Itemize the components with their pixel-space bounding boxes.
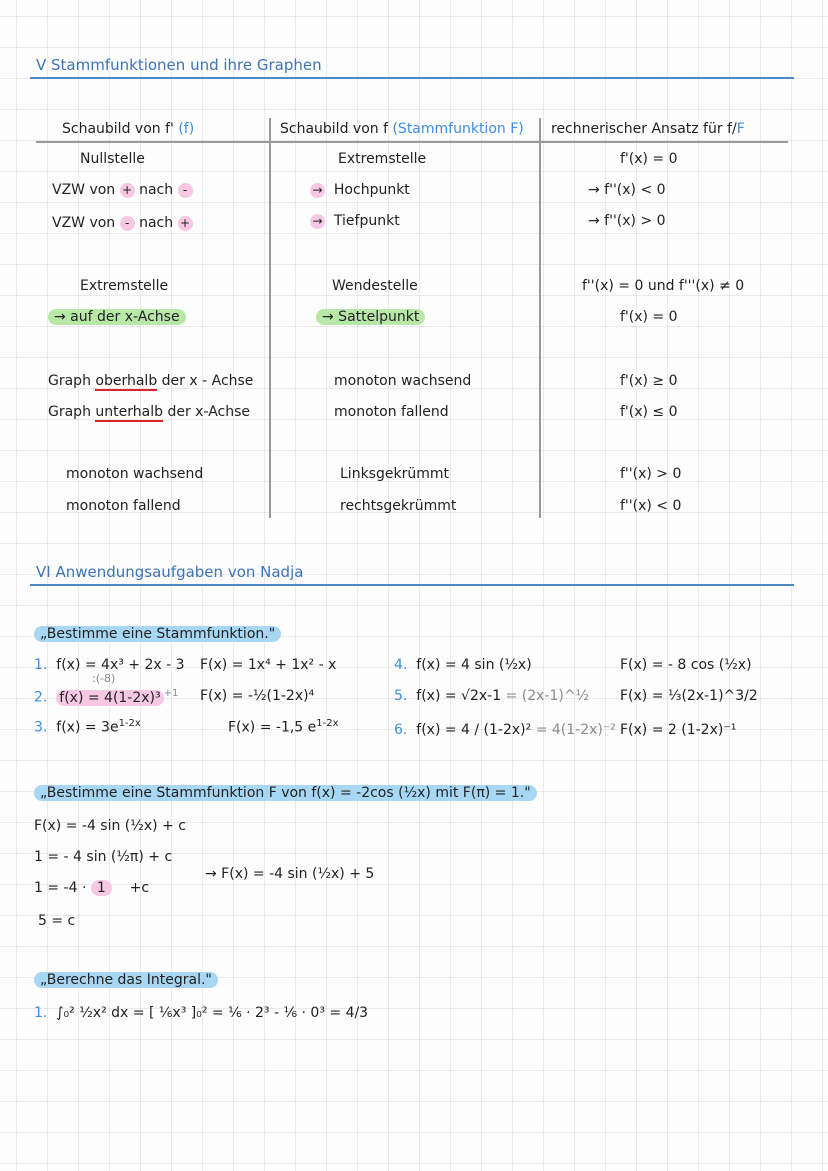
cell-b-tiefpunkt [310,213,400,229]
task-3-highlight: „Berechne das Integral." [34,972,218,988]
cell-a-monoton-fallend: monoton fallend [66,498,181,514]
item-1-f: f(x) = 4x³ + 2x - 3 [56,657,185,673]
arrow-right-icon: → [310,214,325,229]
tiefpunkt-label: Tiefpunkt [333,213,400,229]
task-2-step-3 [34,880,149,896]
task-3-heading [34,972,218,988]
task-1-highlight: „Bestimme eine Stammfunktion." [34,626,281,642]
oberhalb-underlined: oberhalb [95,373,158,389]
sign-plus-dot: + [120,183,135,198]
item-1-number: 1. [34,657,48,673]
x-achse-text: der x-Achse [167,404,250,420]
col-header-1-text: Schaubild von f' [62,121,174,137]
item-3-F-exponent: 1-2x [316,718,339,729]
item-6-number: 6. [394,722,408,738]
item-5-hint: = (2x-1)^½ [505,688,590,704]
item-4-F: F(x) = - 8 cos (½x) [620,657,752,673]
cell-a-x-achse [48,309,186,325]
item-6-f: f(x) = 4 / (1-2x)² [416,722,532,738]
section-6-title: VI Anwendungsaufgaben von Nadja [36,563,304,581]
x-achse-highlight: → auf der x-Achse [48,309,186,325]
vzw-nach: nach [139,182,174,198]
cell-c-wendestelle-cond: f''(x) = 0 und f'''(x) ≠ 0 [582,278,745,294]
cell-b-hochpunkt [310,182,410,198]
table-divider-2 [539,118,541,518]
item-2-extra: +1 [163,688,179,699]
cell-b-wendestelle: Wendestelle [332,278,418,294]
cell-c-fdoubleprime-neg: → f''(x) < 0 [588,182,666,198]
cell-c-fdoubleprime-neg-2: f''(x) < 0 [620,498,682,514]
cell-a-extremstelle: Extremstelle [80,278,169,294]
cell-b-monoton-wachsend: monoton wachsend [334,373,472,389]
task-2-result: → F(x) = -4 sin (½x) + 5 [205,866,375,882]
hochpunkt-label: Hochpunkt [333,182,410,198]
item-5-f: f(x) = √2x-1 [416,688,502,704]
cell-a-monoton-wachsend: monoton wachsend [66,466,204,482]
x-achse-text: der x - Achse [161,373,254,389]
col-header-1-suffix: (f) [178,121,195,137]
table-divider-1 [269,118,271,518]
cell-c-fprime-leq: f'(x) ≤ 0 [620,404,678,420]
cell-a-vzw-minus-plus [52,215,193,231]
integral-number: 1. [34,1005,48,1021]
cell-c-fprime-zero: f'(x) = 0 [620,151,678,167]
item-3-F [228,718,339,736]
cell-c-fprime-geq: f'(x) ≥ 0 [620,373,678,389]
task-2-step-4: 5 = c [38,913,76,929]
cell-c-fdoubleprime-pos-2: f''(x) > 0 [620,466,682,482]
col-header-3-suffix: F [736,121,745,137]
section-6-rule [30,584,794,586]
item-4-number: 4. [394,657,408,673]
cell-a-vzw-plus-minus [52,182,193,198]
item-4 [394,657,532,673]
vzw-prefix: VZW von [52,182,116,198]
cell-b-extremstelle: Extremstelle [338,151,427,167]
vzw-prefix: VZW von [52,215,116,231]
col-header-2 [280,121,524,137]
item-5 [394,688,589,704]
col-header-2-text: Schaubild von f [280,121,389,137]
arrow-right-icon: → [310,183,325,198]
cell-b-linksgekruemmt: Linksgekrümmt [340,466,449,482]
item-4-f: f(x) = 4 sin (½x) [416,657,532,673]
task-2-step-2: 1 = - 4 sin (½π) + c [34,849,173,865]
item-2 [34,688,178,706]
item-3-F-base: F(x) = -1,5 e [228,719,317,736]
cell-a-nullstelle: Nullstelle [80,151,145,167]
col-header-3 [551,121,745,137]
item-2-f: f(x) = 4(1-2x)³ [56,690,163,706]
cell-b-monoton-fallend: monoton fallend [334,404,449,420]
task-1-heading [34,626,281,642]
graph-word: Graph [48,373,91,389]
cell-c-fdoubleprime-pos: → f''(x) > 0 [588,213,666,229]
item-3 [34,718,141,736]
col-header-1 [62,121,194,137]
sign-minus-dot: - [120,216,135,231]
item-2-note: :(-8) [92,672,116,685]
unterhalb-underlined: unterhalb [95,404,163,420]
sattelpunkt-highlight: → Sattelpunkt [316,309,425,325]
sign-minus-dot: - [178,183,193,198]
task-2-highlight: „Bestimme eine Stammfunktion F von f(x) = -2cos (½x) mit F(π) = 1." [34,785,537,801]
cell-b-rechtsgekruemmt: rechtsgekrümmt [340,498,457,514]
col-header-2-suffix: (Stammfunktion F) [392,121,524,137]
cell-a-oberhalb [48,373,253,389]
item-3-f: f(x) = 3e [56,719,119,736]
item-3-f-exponent: 1-2x [118,718,141,729]
item-5-F: F(x) = ⅓(2x-1)^3/2 [620,688,758,704]
integral-line [34,1005,368,1021]
cell-a-unterhalb [48,404,250,420]
section-5-rule [30,77,794,79]
item-5-number: 5. [394,688,408,704]
table-header-rule [36,141,788,143]
graph-word: Graph [48,404,91,420]
item-6 [394,722,616,738]
integral-expression: ∫₀² ½x² dx = [ ⅙x³ ]₀² = ⅙ · 2³ - ⅙ · 0³ = 4/3 [56,1005,369,1021]
step-3-one-highlight: 1 [91,880,112,896]
item-2-F: F(x) = -½(1-2x)⁴ [200,688,315,704]
cell-c-fprime-zero-2: f'(x) = 0 [620,309,678,325]
step-3-plus-c: +c [129,880,150,896]
item-6-hint: = 4(1-2x)⁻² [535,722,616,738]
cell-b-sattelpunkt [316,309,425,325]
section-5-title: V Stammfunktionen und ihre Graphen [36,56,322,74]
step-3-left: 1 = -4 · [34,880,87,896]
col-header-3-text: rechnerischer Ansatz für f/ [551,121,737,137]
item-6-F: F(x) = 2 (1-2x)⁻¹ [620,722,737,738]
item-2-number: 2. [34,689,48,706]
item-3-number: 3. [34,719,48,736]
task-2-heading [34,785,537,801]
item-1-F: F(x) = 1x⁴ + 1x² - x [200,657,337,673]
item-1 [34,657,185,673]
task-2-step-1: F(x) = -4 sin (½x) + c [34,818,186,834]
sign-plus-dot: + [178,216,193,231]
vzw-nach: nach [139,215,174,231]
